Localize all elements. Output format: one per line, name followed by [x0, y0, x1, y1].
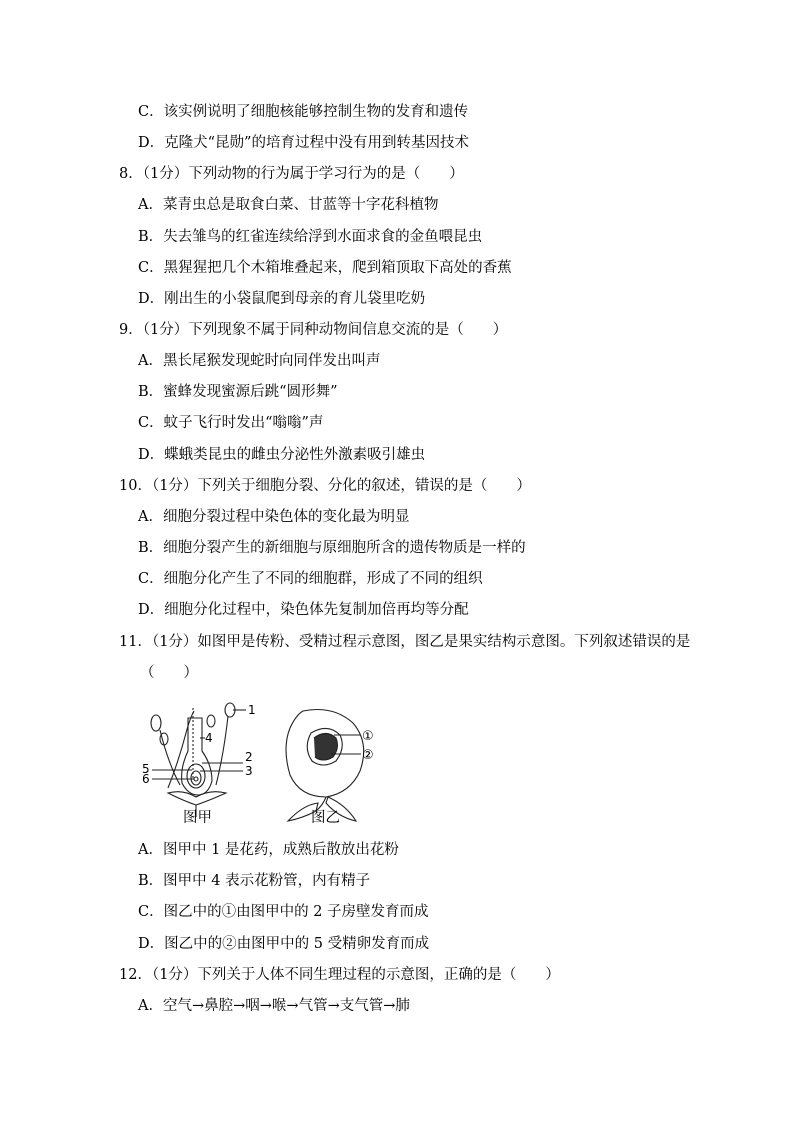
- embryo-sac: [194, 777, 198, 781]
- caption-figure-a: 图甲: [183, 810, 212, 826]
- q9-option-a: A．黑长尾猴发现蛇时向同伴发出叫声: [138, 353, 381, 369]
- label-2: 2: [245, 750, 253, 764]
- anther-right-2: [207, 715, 215, 727]
- q9-stem: 9．（1分）下列现象不属于同种动物间信息交流的是（ ）: [119, 322, 508, 338]
- q11-option-b: B．图甲中 4 表示花粉管，内有精子: [138, 873, 371, 889]
- q10-option-b: B．细胞分裂产生的新细胞与原细胞所含的遗传物质是一样的: [138, 540, 526, 556]
- q11-bracket: （ ）: [140, 665, 198, 681]
- label-6: 6: [142, 772, 150, 786]
- q7-option-c: C．该实例说明了细胞核能够控制生物的发育和遗传: [138, 104, 469, 120]
- ovary-wall: [187, 764, 205, 788]
- q8-option-b: B．失去雏鸟的红雀连续给浮到水面求食的金鱼喂昆虫: [138, 229, 483, 245]
- q11-option-a: A．图甲中 1 是花药，成熟后散放出花粉: [138, 842, 399, 858]
- q8-option-d: D．刚出生的小袋鼠爬到母亲的育儿袋里吃奶: [138, 291, 426, 307]
- label-1: 1: [248, 703, 256, 717]
- flower-fruit-diagram: [138, 693, 428, 833]
- fruit-diagram-b: [286, 710, 364, 822]
- pistil: [182, 718, 212, 795]
- q12-stem: 12．（1分）下列关于人体不同生理过程的示意图，正确的是（ ）: [119, 967, 560, 983]
- q9-option-d: D．蝶蛾类昆虫的雌虫分泌性外激素吸引雄虫: [138, 447, 426, 463]
- flower-stamen-left: [168, 711, 194, 788]
- label-circled-1: ①: [362, 729, 374, 744]
- anther-left-1: [151, 715, 161, 731]
- q8-option-c: C．黑猩猩把几个木箱堆叠起来，爬到箱顶取下高处的香蕉: [138, 260, 512, 276]
- q11-figure: [138, 693, 428, 833]
- q10-option-c: C．细胞分化产生了不同的细胞群，形成了不同的组织: [138, 571, 483, 587]
- receptacle: [168, 792, 226, 805]
- label-5: 5: [142, 762, 150, 776]
- q8-stem: 8．（1分）下列动物的行为属于学习行为的是（ ）: [119, 166, 464, 182]
- q10-stem: 10．（1分）下列关于细胞分裂、分化的叙述，错误的是（ ）: [119, 478, 531, 494]
- caption-figure-b: 图乙: [311, 810, 340, 826]
- q10-option-a: A．细胞分裂过程中染色体的变化最为明显: [138, 509, 410, 525]
- q8-option-a: A．菜青虫总是取食白菜、甘蓝等十字花科植物: [138, 197, 439, 213]
- q11-option-d: D．图乙中的②由图甲中的 5 受精卵发育而成: [138, 936, 430, 952]
- q9-option-c: C．蚊子飞行时发出“嗡嗡”声: [138, 415, 324, 431]
- q7-option-d: D．克隆犬“昆勋”的培育过程中没有用到转基因技术: [138, 135, 469, 151]
- q10-option-d: D．细胞分化过程中，染色体先复制加倍再均等分配: [138, 602, 469, 618]
- filament-right: [216, 716, 228, 785]
- label-circled-2: ②: [362, 748, 374, 763]
- filament-left: [160, 730, 180, 785]
- q12-option-a: A．空气→鼻腔→咽→喉→气管→支气管→肺: [138, 998, 410, 1014]
- seed-fill: [314, 734, 337, 761]
- q11-stem: 11．（1分）如图甲是传粉、受精过程示意图，图乙是果实结构示意图。下列叙述错误的是: [119, 634, 691, 650]
- q9-option-b: B．蜜蜂发现蜜源后跳“圆形舞”: [138, 384, 338, 400]
- label-3: 3: [245, 764, 253, 778]
- flower-diagram-a: [151, 703, 246, 817]
- q11-option-c: C．图乙中的①由图甲中的 2 子房壁发育而成: [138, 904, 429, 920]
- label-4: 4: [205, 731, 213, 745]
